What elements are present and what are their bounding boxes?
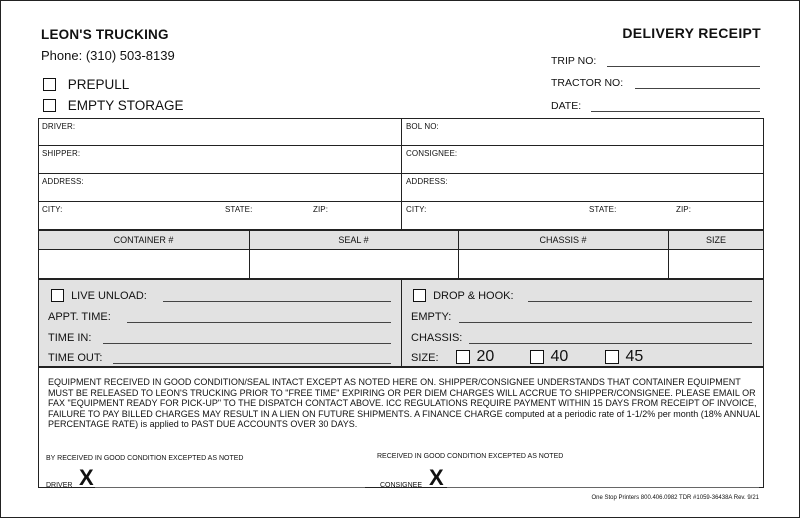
size-option-40[interactable] bbox=[530, 348, 568, 366]
chassis-field[interactable] bbox=[469, 343, 752, 344]
tractor-no-label: TRACTOR NO: bbox=[551, 77, 624, 89]
consignee-label: CONSIGNEE: bbox=[406, 149, 458, 158]
driver-signature-line[interactable] bbox=[95, 487, 365, 488]
drop-hook-option[interactable] bbox=[413, 289, 514, 302]
shipper-city-label: CITY: bbox=[42, 205, 63, 214]
tractor-no-field[interactable] bbox=[635, 88, 760, 89]
empty-storage-checkbox[interactable] bbox=[43, 99, 56, 112]
empty-label: EMPTY: bbox=[411, 311, 452, 323]
size-20-label: 20 bbox=[476, 348, 495, 365]
prepull-label: PREPULL bbox=[67, 76, 130, 92]
seal-number-header: SEAL # bbox=[338, 235, 369, 245]
printer-footer: One Stop Printers 800.406.0982 TDR #1059-36438A Rev. 9/21 bbox=[591, 495, 759, 501]
time-in-label: TIME IN: bbox=[48, 332, 92, 344]
size-label: SIZE: bbox=[411, 352, 439, 364]
trip-no-field[interactable] bbox=[607, 66, 760, 67]
driver-signature-mark: X bbox=[79, 465, 94, 490]
date-field[interactable] bbox=[591, 111, 760, 112]
time-out-label: TIME OUT: bbox=[48, 352, 103, 364]
right-signature-caption: RECEIVED IN GOOD CONDITION EXCEPTED AS NOTED bbox=[377, 453, 564, 460]
size-header: SIZE bbox=[705, 235, 726, 245]
drop-hook-field[interactable] bbox=[528, 301, 752, 302]
shipper-zip-label: ZIP: bbox=[313, 205, 329, 214]
shipper-address-label: ADDRESS: bbox=[42, 177, 84, 186]
size-option-20[interactable] bbox=[456, 348, 494, 366]
appt-time-field[interactable] bbox=[127, 322, 391, 323]
empty-storage-option[interactable] bbox=[43, 97, 184, 113]
chassis-label: CHASSIS: bbox=[411, 332, 463, 344]
terms-text: EQUIPMENT RECEIVED IN GOOD CONDITION/SEAL INTACT EXCEPT AS NOTED HERE ON. SHIPPER/CONSIGNEE UNDERSTANDS THAT CONTAINER EQUIPMENT MUST BE RELEASED TO LEON'S TRUCKING PRIOR TO "FREE TIME" EXPIRING OR PER DIEM CHARGES WILL ACCRUE TO SHIPPER/CONSIGNEE. PLEASE EMAIL OR FAX "EQUIPMENT READY FOR PICK-UP" TO THE DISPATCH CONTACT ABOVE. ICC REGULATIONS REQUIRE PAYMENT WITHIN 15 DAYS FROM RECEIPT OF INVOICE, FAILURE TO PAY BILLED CHARGES MAY RESULT IN A LIEN ON FUTURE SHIPMENTS. A FINANCE CHARGE computed at a periodic rate of 1-1/2% per month (18% ANNUAL PERCENTAGE RATE) is applied to PAST DUE ACCOUNTS OVER 30 DAYS. bbox=[48, 377, 760, 430]
company-name: LEON'S TRUCKING bbox=[41, 27, 169, 42]
size-45-label: 45 bbox=[625, 348, 644, 365]
consignee-signature-label: CONSIGNEE bbox=[380, 482, 423, 489]
size-45-checkbox[interactable] bbox=[605, 350, 619, 364]
drop-hook-label: DROP & HOOK: bbox=[433, 289, 514, 302]
empty-storage-label: EMPTY STORAGE bbox=[67, 97, 184, 113]
prepull-option[interactable] bbox=[43, 76, 129, 92]
drop-hook-checkbox[interactable] bbox=[413, 289, 426, 302]
size-20-checkbox[interactable] bbox=[456, 350, 470, 364]
company-phone: Phone: (310) 503-8139 bbox=[41, 48, 175, 63]
empty-field[interactable] bbox=[459, 322, 752, 323]
driver-signature-label: DRIVER bbox=[46, 482, 73, 489]
appt-time-label: APPT. TIME: bbox=[48, 311, 111, 323]
chassis-number-header: CHASSIS # bbox=[539, 235, 587, 245]
live-unload-label: LIVE UNLOAD: bbox=[71, 289, 147, 302]
shipper-state-label: STATE: bbox=[225, 205, 253, 214]
live-unload-field[interactable] bbox=[163, 301, 391, 302]
consignee-state-label: STATE: bbox=[589, 205, 617, 214]
live-unload-option[interactable] bbox=[51, 289, 147, 302]
consignee-address-label: ADDRESS: bbox=[406, 177, 448, 186]
size-40-label: 40 bbox=[550, 348, 569, 365]
time-out-field[interactable] bbox=[113, 363, 391, 364]
trip-no-label: TRIP NO: bbox=[551, 55, 597, 67]
shipper-label: SHIPPER: bbox=[42, 149, 81, 158]
size-40-checkbox[interactable] bbox=[530, 350, 544, 364]
date-label: DATE: bbox=[551, 100, 582, 112]
driver-label: DRIVER: bbox=[42, 122, 76, 131]
size-option-45[interactable] bbox=[605, 348, 643, 366]
consignee-signature-mark: X bbox=[429, 465, 444, 490]
live-unload-checkbox[interactable] bbox=[51, 289, 64, 302]
prepull-checkbox[interactable] bbox=[43, 78, 56, 91]
consignee-zip-label: ZIP: bbox=[676, 205, 692, 214]
left-signature-caption: BY RECEIVED IN GOOD CONDITION EXCEPTED AS NOTED bbox=[46, 455, 244, 462]
consignee-signature-line[interactable] bbox=[447, 487, 759, 488]
time-in-field[interactable] bbox=[103, 343, 391, 344]
bol-no-label: BOL NO: bbox=[406, 122, 439, 131]
form-title: DELIVERY RECEIPT bbox=[622, 25, 761, 41]
container-number-header: CONTAINER # bbox=[113, 235, 174, 245]
consignee-city-label: CITY: bbox=[406, 205, 427, 214]
container-table-row[interactable] bbox=[38, 249, 764, 279]
